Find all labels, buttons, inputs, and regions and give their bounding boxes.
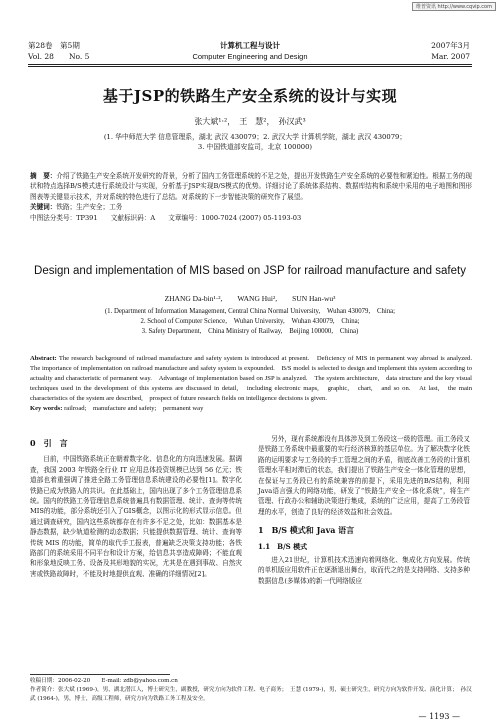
footnote [30, 677, 472, 704]
footnote-rule [30, 674, 170, 675]
header-date-cn: 2007年3月 [431, 41, 470, 50]
abstract-cn [30, 171, 472, 202]
watermark: 维普资讯 http://www.cqvip.com [412, 2, 496, 11]
keywords-cn [30, 202, 472, 212]
header-journal-cn: 计算机工程与设计 [220, 41, 280, 50]
affiliation-en-line: (1. Department of Information Management, Central China Normal University, Wuhan 430079, China; [104, 308, 396, 315]
page-number: — 1193 — [418, 712, 460, 721]
abstract-en-label: Abstract: [30, 355, 57, 362]
abstract-cn-label: 摘 要： [30, 172, 57, 180]
keywords-en-label: Key words: [30, 405, 63, 412]
header-rule [28, 64, 472, 65]
body-paragraph: 进入21世纪，计算机技术迅速向着网络化、集成化方向发展。传统的单机版应用软件正在逐渐退出舞台，取而代之的是支持网络、支持多种数据信息(多媒体)的新一代网络版应 [258, 556, 470, 585]
authors-cn: 张大斌¹·²， 王 慧²， 孙汉武³ [194, 117, 306, 126]
title-en: Design and implementation of MIS based on JSP for railroad manufacture and safety [34, 265, 466, 277]
abstract-cn-text: 介绍了铁路生产安全系统开发研究的背景，分析了国内工务管理系统的不足之处，提出开发铁路生产安全系统的必要性和紧迫性。根据工务的现状和特点选择B/S模式进行系统设计与实现，分析基于JSP实现B/S模式的优势。详细讨论了系统体系结构、数据库结构和系统中采用的电子地图和图形图表等关键显示技术，并对系统的特色进行了总结。对系统的下一步智能决策的研究作了展望。 [30, 172, 472, 201]
section-heading: 1 B/S 模式和 Java 语言 [258, 525, 355, 536]
header-journal-en: Computer Engineering and Design [192, 52, 308, 61]
affiliation-cn-line: (1. 华中师范大学 信息管理系，湖北 武汉 430079；2. 武汉大学 计算机学院，湖北 武汉 430079； [103, 133, 407, 141]
affiliations-cn [40, 132, 470, 152]
keywords-cn-label: 关键词： [30, 203, 57, 212]
section-heading: 0 引 言 [30, 438, 68, 448]
title-cn: 基于JSP的铁路生产安全系统的设计与实现 [102, 87, 398, 105]
header-date [431, 40, 470, 62]
classification-line: 中图法分类号：TP391 文献标识码：A 文章编号：1000-7024 (2007) 05-1193-03 [30, 213, 302, 222]
header-volume-cn: 第28卷 第5期 [28, 41, 80, 50]
header-volume-en: Vol. 28 No. 5 [28, 52, 90, 61]
subsection-heading: 1.1 B/S 模式 [258, 541, 308, 551]
header-volume [28, 40, 89, 62]
body-paragraph: 目前，中国铁路系统正在朝着数字化、信息化的方向迅速发展。据调查，我国 2003 年铁路全行业 IT 应用总体投资规模已达到 56 亿元；铁道部也着重强调了推进全路工务管理信息系统建设的必要性[1]。数字化铁路已成为铁路人的共识。在此基础上，国内出现了多个工务管理信息系统。国内的铁路工务管理信息系统普遍具有数据管理、统计、查询等传统MIS的功能，部分系统还引入了GIS概念，以图示化的形式显示信息。但通过调查研究，国内这些系统都存在有许多不足之处，比如：数据基本是静态数据，缺少轨道检测的动态数据；只能提供数据管理、统计、查询等传统 MIS 的功能，简单的取代手工报表，普遍缺乏决策支持功能；各铁路部门的系统采用不同平台和设计方案，给信息共享造成障碍；不能直观和形象地反映工务、设备及其形地貌的实况，尤其是在遇到事故、自然灾害或铁路故障时，不能及时地提供直观、准确的详细情况[2]。 [30, 455, 242, 578]
body-column-left [30, 434, 242, 579]
keywords-en-text: railroad; manufacture and safety; permanent way [64, 405, 204, 412]
header-date-en: Mar. 2007 [431, 52, 470, 61]
footnote-author-bio: 作者简介：张大斌 (1969-)，男，湖北潜江人，博士研究生，副教授，研究方向为软件工程、电子商务； 王慧 (1979-)，男，硕士研究生，研究方向为软件开发、演化计算； 孙汉武 (1964-)，男，博士，高级工程师，研究方向为铁路工务工程及安全。 [30, 687, 472, 702]
abstract-en-block [30, 354, 479, 414]
body-paragraph: 另外，现有系统都没有具体涉及到工务段这一级的管理。而工务段又是铁路工务系统中最重要的实行经济核算的基层单位。为了解决数字化铁路的运明要求与工务段的手工管理之间的矛盾，彻底改善工务段的计算机管理水平相对滞后的状态，我们提出了铁路生产安全一体化管理的思想，在保证与工务段已有的系统兼容的前提下，采用先进的B/S结构，利用Java语言强大的网络功能，研发了“铁路生产安全一体化系统”，将生产管理、行政办公和辅助决策进行集成，系统的广泛应用，提高了工务段管理的水平，创造了良好的经济效益和社会效益。 [258, 435, 470, 516]
keywords-cn-text: 铁路；生产安全；工务 [56, 203, 123, 212]
affiliation-cn-line: 3. 中国铁道部安监司，北京 100000) [197, 143, 313, 151]
abstract-cn-block [30, 171, 472, 223]
abstract-en [30, 354, 479, 404]
authors-en: ZHANG Da-bin¹·², WANG Hui², SUN Han-wu³ [164, 294, 336, 303]
affiliations-en [30, 307, 470, 337]
body-column-right [258, 434, 470, 586]
footnote-received: 收稿日期：2006-02-20 E-mail: zdb@yahoo.com.cn [30, 678, 178, 684]
header-rule-thin [28, 66, 472, 67]
affiliation-en-line: 2. School of Computer Science, Wuhan University, Wuhan 430079, China; [140, 318, 360, 325]
keywords-en [30, 404, 472, 414]
affiliation-en-line: 3. Safety Department, China Ministry of Railway, Beijing 100000, China) [141, 328, 359, 335]
abstract-en-text: The research background of railroad manufacture and safety system is introduced at present. Deficiency of MIS in permanent way abroad is analyzed. The importance of implementation on railroad manufacture and safety system is expounded. B/S model is selected to design and implement this system according to actuality and characteristic of permanent way. Advantage of implementation based on JSP is analyzed. The system architecture, data structure and the key visual techniques used in the development of this systems are discussed in detail, including electronic maps, graphic, chart, and so on. At last, the main characteristics of the system are described, prospect of future research fields on intelligence decisions is given. [30, 355, 479, 402]
header-journal [150, 40, 350, 62]
